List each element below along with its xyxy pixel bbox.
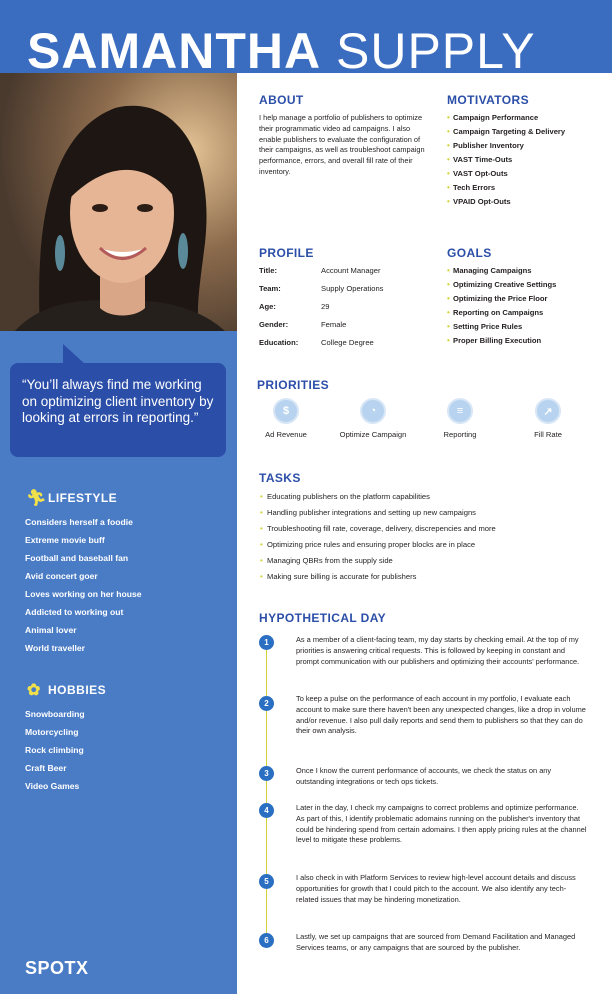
profile-label: Team: xyxy=(259,284,281,293)
task-item: • Handling publisher integrations and setting up new campaigns xyxy=(260,508,496,524)
profile-row xyxy=(259,320,383,338)
priority-fill-rate xyxy=(508,398,588,439)
priority-label: Optimize Campaign xyxy=(339,430,407,439)
step-number: 6 xyxy=(259,933,274,948)
profile-label: Education: xyxy=(259,338,299,347)
spotx-logo: SPOTX xyxy=(25,958,89,978)
about-heading: ABOUT xyxy=(259,93,304,107)
lifestyle-item: Loves working on her house xyxy=(25,589,142,599)
priority-label: Fill Rate xyxy=(534,430,562,439)
motivator-item: • VPAID Opt-Outs xyxy=(447,197,565,211)
dollar-glyph: $ xyxy=(282,405,290,417)
lifestyle-item: Football and baseball fan xyxy=(25,553,129,563)
lifestyle-item: World traveller xyxy=(25,643,86,653)
motivator-item: • Campaign Performance xyxy=(447,113,565,127)
profile-value: Account Manager xyxy=(321,266,381,275)
step-text: I also check in with Platform Services to review high-level account details and discuss opportunities for growth that I could pitch to the account. We also identify any tech-related issues that may be hindering monetization. xyxy=(296,873,576,904)
lifestyle-item: Considers herself a foodie xyxy=(25,517,133,527)
step-text: Lastly, we set up campaigns that are sourced from Demand Facilitation and Managed Services teams, or any campaigns that are sourced by the publisher. xyxy=(296,932,576,952)
priority-label: Reporting xyxy=(443,430,477,439)
gauge-glyph: ◔ xyxy=(369,405,377,417)
tasks-heading: TASKS xyxy=(259,471,301,485)
about-text: I help manage a portfolio of publishers to optimize their programmatic video ad campaigns. I also enable publishers to evaluate the configuration of their campaigns, as well as troubleshoot campaign performance, errors, and overall fill rate of their inventory. xyxy=(259,113,425,176)
priority-optimize-campaign xyxy=(333,398,413,439)
task-item: • Managing QBRs from the supply side xyxy=(260,556,496,572)
last-name: SUPPLY xyxy=(321,23,536,73)
step-number: 3 xyxy=(259,766,274,781)
profile-row xyxy=(259,302,383,320)
step-number: 2 xyxy=(259,696,274,711)
profile-heading: PROFILE xyxy=(259,246,314,260)
step-number: 5 xyxy=(259,874,274,889)
hobbies-list xyxy=(25,708,85,798)
motivators-list xyxy=(447,113,565,211)
profile-value: 29 xyxy=(321,302,330,311)
profile-label: Title: xyxy=(259,266,278,275)
motivator-item: • VAST Opt-Outs xyxy=(447,169,565,183)
lifestyle-item: Addicted to working out xyxy=(25,607,124,617)
task-item: • Making sure billing is accurate for publishers xyxy=(260,572,496,588)
priority-label: Ad Revenue xyxy=(265,430,307,439)
goal-item: • Proper Billing Execution xyxy=(447,336,556,350)
tasks-list xyxy=(260,492,496,588)
step-number: 4 xyxy=(259,803,274,818)
profile-row xyxy=(259,284,383,302)
lifestyle-list xyxy=(25,516,142,660)
hobbies-heading xyxy=(26,680,106,700)
task-item: • Troubleshooting fill rate, coverage, delivery, discrepencies and more xyxy=(260,524,496,540)
report-icon xyxy=(447,398,473,424)
goals-heading: GOALS xyxy=(447,246,492,260)
profile-value: Supply Operations xyxy=(321,284,384,293)
hobby-item: Snowboarding xyxy=(25,709,85,719)
goal-item: • Managing Campaigns xyxy=(447,266,556,280)
motivators-heading: MOTIVATORS xyxy=(447,93,529,107)
persona-quote: “You’ll always find me working on optimizing client inventory by looking at errors in reporting.” xyxy=(22,377,214,425)
lifestyle-heading-label: LIFESTYLE xyxy=(48,491,118,505)
step-text: To keep a pulse on the performance of each account in my portfolio, I evaluate each account to make sure there haven't been any unexpected changes, like a drop in volume and/or revenue. I also pull daily reports and send them to publishers so that they can do their own analysis. xyxy=(296,694,586,736)
profile-value: Female xyxy=(321,320,347,329)
hobby-item: Motorcycling xyxy=(25,727,79,737)
step-text: Once I know the current performance of accounts, we check the status on any outstanding integrations or tech ops tickets. xyxy=(296,766,552,786)
hobby-item: Video Games xyxy=(25,781,80,791)
quote-bubble xyxy=(10,363,226,457)
step-text: As a member of a client-facing team, my day starts by checking email. At the top of my priorities is answering critical requests. This is followed by keeping in constant and prompt communication with our publishers and optimizing their accounts' performance. xyxy=(296,635,580,666)
lifestyle-item: Extreme movie buff xyxy=(25,535,105,545)
hobby-item: Rock climbing xyxy=(25,745,84,755)
persona-photo xyxy=(0,73,237,331)
lifestyle-item: Avid concert goer xyxy=(25,571,98,581)
timeline-line xyxy=(266,644,267,944)
motivator-item: • Publisher Inventory xyxy=(447,141,565,155)
step-number: 1 xyxy=(259,635,274,650)
goal-item: • Setting Price Rules xyxy=(447,322,556,336)
hobby-item: Craft Beer xyxy=(25,763,67,773)
motivator-item: • Campaign Targeting & Delivery xyxy=(447,127,565,141)
priority-ad-revenue xyxy=(246,398,326,439)
header-banner xyxy=(0,0,612,73)
goals-list xyxy=(447,266,556,350)
gauge-icon xyxy=(360,398,386,424)
priorities-heading: PRIORITIES xyxy=(257,378,330,392)
hypothetical-day-heading: HYPOTHETICAL DAY xyxy=(259,611,387,625)
profile-row xyxy=(259,338,383,356)
step-text: Later in the day, I check my campaigns to correct problems and optimize performance. As part of this, I identify problematic adomains running on the publisher's inventory that could be hindering spend from certain adomains. I then apply pricing rules at the channel level to mitigate these problems. xyxy=(296,803,587,845)
motivator-item: • Tech Errors xyxy=(447,183,565,197)
profile-value: College Degree xyxy=(321,338,374,347)
goal-item: • Reporting on Campaigns xyxy=(447,308,556,322)
persona-name xyxy=(27,23,536,73)
task-item: • Educating publishers on the platform capabilities xyxy=(260,492,496,508)
goal-item: • Optimizing the Price Floor xyxy=(447,294,556,308)
first-name: SAMANTHA xyxy=(27,23,322,73)
goal-item: • Optimizing Creative Settings xyxy=(447,280,556,294)
profile-details xyxy=(259,266,383,356)
puzzle-icon: ✿ xyxy=(27,682,41,699)
profile-label: Gender: xyxy=(259,320,289,329)
chart-icon xyxy=(535,398,561,424)
chart-glyph: ↗ xyxy=(543,405,553,418)
motivator-item: • VAST Time-Outs xyxy=(447,155,565,169)
priority-reporting xyxy=(420,398,500,439)
lifestyle-item: Animal lover xyxy=(25,625,77,635)
profile-row xyxy=(259,266,383,284)
lifestyle-heading xyxy=(26,488,117,508)
hobbies-heading-label: HOBBIES xyxy=(48,683,107,697)
portrait-illustration xyxy=(0,73,237,331)
quote-bubble-tail xyxy=(63,344,85,364)
dollar-icon xyxy=(273,398,299,424)
profile-label: Age: xyxy=(259,302,276,311)
report-glyph: ≡ xyxy=(456,405,464,417)
task-item: • Optimizing price rules and ensuring proper blocks are in place xyxy=(260,540,496,556)
running-person-icon: 🏃︎ xyxy=(26,490,47,507)
